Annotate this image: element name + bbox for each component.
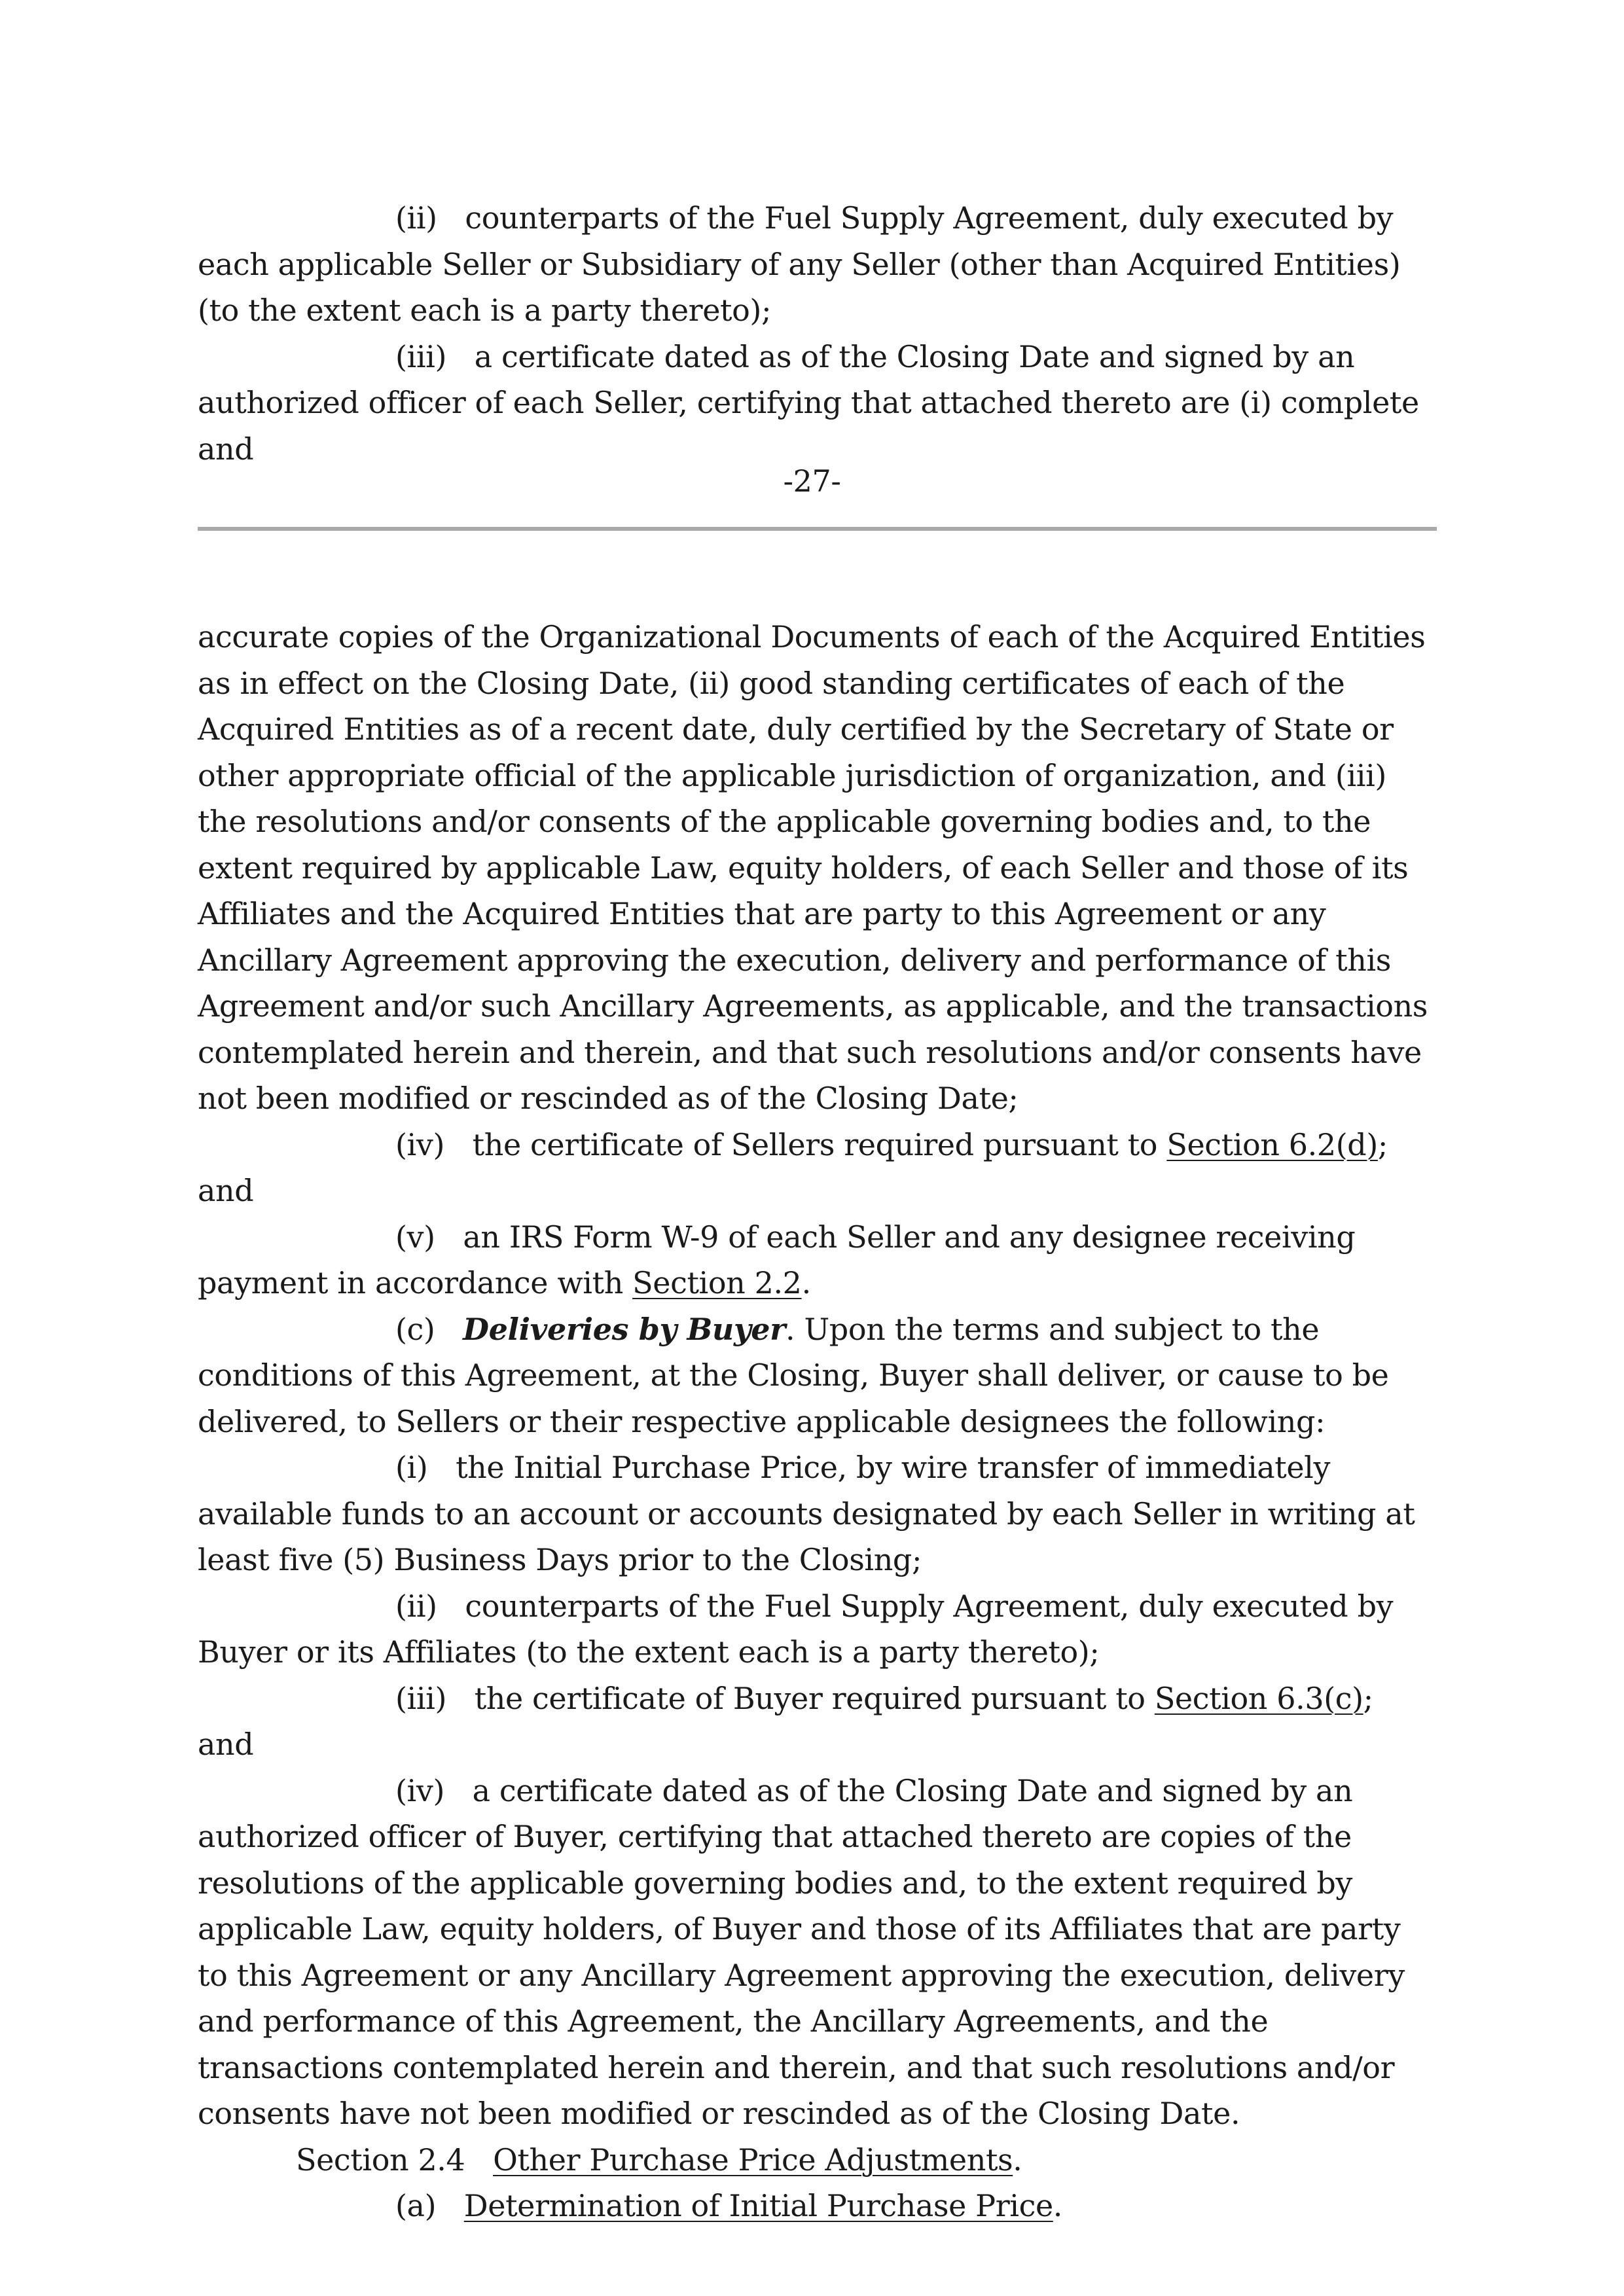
paragraph-text: ; and [198, 1126, 1388, 1208]
paragraph-text: the certificate of Buyer required pursuant to [474, 1680, 1155, 1716]
page-break-divider [198, 527, 1437, 531]
subsection-title: Determination of Initial Purchase Price [463, 2188, 1053, 2223]
item-number: (ii) [395, 1588, 437, 1624]
paragraph-text: a certificate dated as of the Closing Date and signed by an authorized officer of each Seller, certifying that attached thereto are (i) complete and [198, 338, 1419, 467]
item-number: (iii) [395, 1680, 447, 1716]
paragraph-text: ; and [198, 1680, 1373, 1762]
paragraph-text: the Initial Purchase Price, by wire transfer of immediately available funds to an account or accounts designated by each Seller in writing at least five (5) Business Days prior to the Closing; [198, 1450, 1415, 1577]
item-number: (ii) [395, 200, 437, 236]
paragraph-iv-buyer-resolutions [198, 1768, 1435, 2137]
paragraph-text: a certificate dated as of the Closing Date and signed by an authorized officer of Buyer, certifying that attached thereto are copies of the resolutions of the applicable governing bodies and, to the extent required by applicable Law, equity holders, of Buyer and those of its Affiliates that are party to this Agreement or any Ancillary Agreement approving the execution, delivery and performance of this Agreement, the Ancillary Agreements, and the transactions contemplated herein and therein, and that such resolutions and/or consents have not been modified or rescinded as of the Closing Date. [198, 1772, 1405, 2131]
paragraph-text: . [1013, 2142, 1022, 2178]
section-2-4-heading [198, 2137, 1435, 2183]
paragraph-text: an IRS Form W-9 of each Seller and any designee receiving payment in accordance with [198, 1219, 1356, 1300]
main-section [198, 614, 1435, 2229]
section-reference-link[interactable]: Section 6.3(c) [1154, 1680, 1363, 1716]
item-number: (iv) [395, 1126, 444, 1162]
paragraph-heading: Deliveries by Buyer [463, 1311, 785, 1347]
section-reference-link[interactable]: Section 6.2(d) [1166, 1126, 1378, 1162]
paragraph-i-initial-purchase-price [198, 1444, 1435, 1583]
page-number: -27- [783, 463, 841, 499]
paragraph-iii-buyer-certificate [198, 1676, 1435, 1768]
paragraph-text: . Upon the terms and subject to the conditions of this Agreement, at the Closing, Buyer shall deliver, or cause to be delivered, to Sellers or their respective applicable designees the following: [198, 1311, 1389, 1439]
paragraph-text: counterparts of the Fuel Supply Agreement, duly executed by Buyer or its Affiliates (to the extent each is a party thereto); [198, 1588, 1394, 1670]
paragraph-v-irs-form [198, 1214, 1435, 1306]
paragraph-iv-seller-certificate [198, 1122, 1435, 1214]
item-number: (c) [395, 1311, 435, 1347]
item-number: (iii) [395, 338, 447, 374]
section-title: Other Purchase Price Adjustments [493, 2142, 1013, 2178]
paragraph-text: . [1053, 2188, 1063, 2223]
paragraph-text: counterparts of the Fuel Supply Agreement, duly executed by each applicable Seller or Subsidiary of any Seller (other than Acquired Entities) (to the extent each is a party thereto); [198, 200, 1401, 328]
paragraph-continuation: accurate copies of the Organizational Documents of each of the Acquired Entities as in effect on the Closing Date, (ii) good standing certificates of each of the Acquired Entities as of a recent date, duly certified by the Secretary of State or other appropriate official of the applicable jurisdiction of organization, and (iii) the resolutions and/or consents of the applicable governing bodies and, to the extent required by applicable Law, equity holders, of each Seller and those of its Affiliates and the Acquired Entities that are party to this Agreement or any Ancillary Agreement approving the execution, delivery and performance of this Agreement and/or such Ancillary Agreements, as applicable, and the transactions contemplated herein and therein, and that such resolutions and/or consents have not been modified or rescinded as of the Closing Date; [198, 619, 1428, 1116]
item-number: (iv) [395, 1772, 444, 1808]
item-number: (i) [395, 1450, 428, 1485]
paragraph-ii-buyer-counterparts [198, 1583, 1435, 1676]
item-number: (v) [395, 1219, 435, 1255]
subsection-a-heading [198, 2183, 1435, 2229]
section-number: Section 2.4 [296, 2142, 465, 2178]
paragraph-c-deliveries-by-buyer [198, 1306, 1435, 1445]
paragraph-text: . [801, 1265, 811, 1300]
section-reference-link[interactable]: Section 2.2 [632, 1265, 802, 1300]
paragraph-text: the certificate of Sellers required pursuant to [472, 1126, 1167, 1162]
paragraph-iii-certificate [198, 334, 1435, 473]
top-section [198, 195, 1435, 472]
item-number: (a) [395, 2188, 437, 2223]
paragraph-ii-fuel-supply [198, 195, 1435, 334]
